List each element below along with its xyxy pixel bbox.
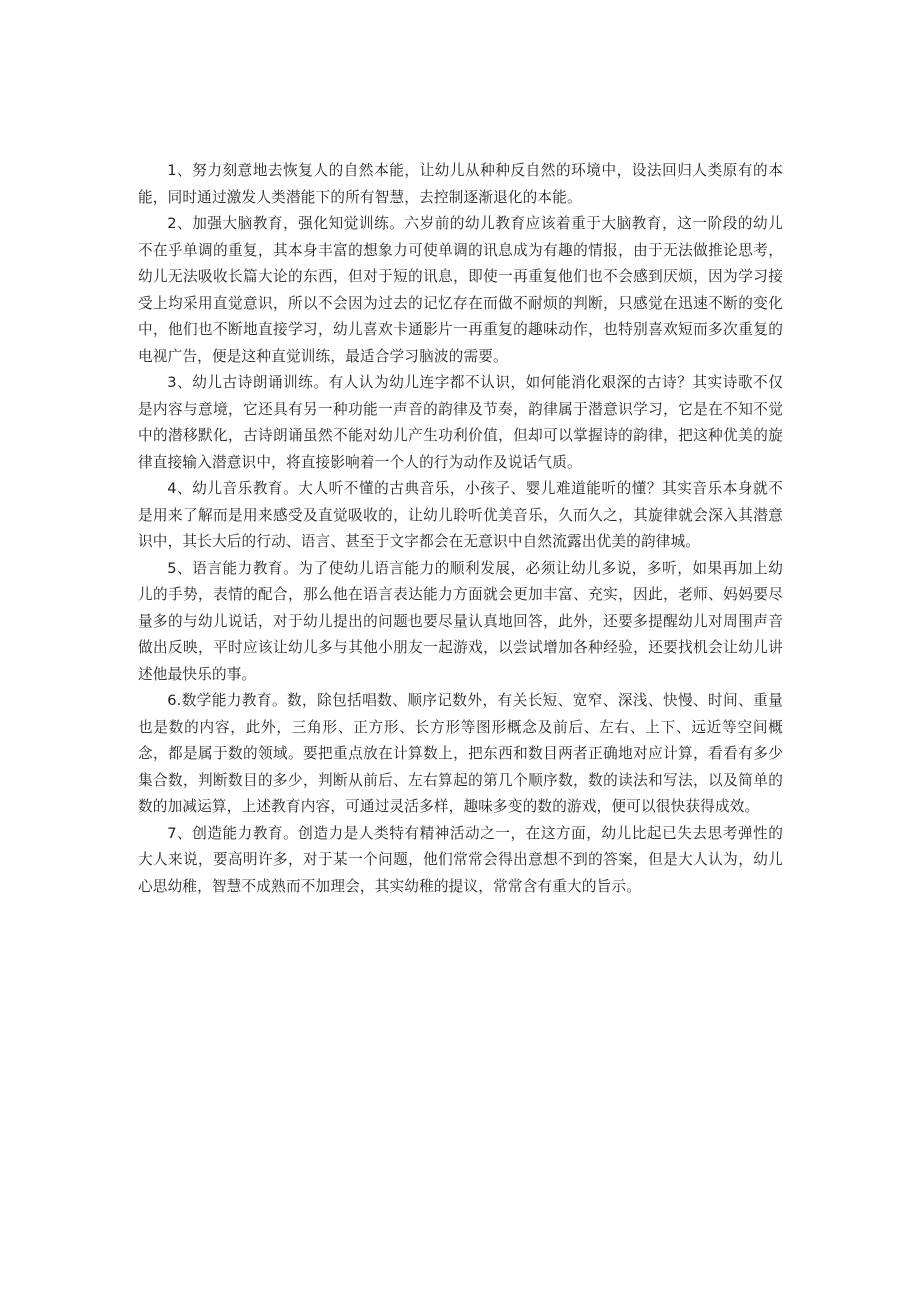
paragraph-6: 6.数学能力教育。数，除包括唱数、顺序记数外，有关长短、宽窄、深浅、快慢、时间、重量也是数的内容，此外，三角形、正方形、长方形等图形概念及前后、左右、上下、远近等空间概念，都是属于数的领域。要把重点放在计算数上，把东西和数目两者正确地对应计算，看看有多少集合数，判断数目的多少，判断从前后、左右算起的第几个顺序数，数的读法和写法，以及简单的数的加减运算，上述教育内容，可通过灵活多样，趣味多变的数的游戏，便可以很快获得成效。 bbox=[138, 692, 783, 815]
paragraph-7: 7、创造能力教育。创造力是人类特有精神活动之一，在这方面，幼儿比起已失去思考弹性的大人来说，要高明许多，对于某一个问题，他们常常会得出意想不到的答案，但是大人认为，幼儿心思幼稚，智慧不成熟而不加理会，其实幼稚的提议，常常含有重大的旨示。 bbox=[138, 824, 783, 895]
paragraph-4: 4、幼儿音乐教育。大人听不懂的古典音乐，小孩子、婴儿难道能听的懂？其实音乐本身就不是用来了解而是用来感受及直觉吸收的，让幼儿聆听优美音乐，久而久之，其旋律就会深入其潜意识中，其长大后的行动、语言、甚至于文字都会在无意识中自然流露出优美的韵律城。 bbox=[138, 480, 783, 550]
paragraph-3: 3、幼儿古诗朗诵训练。有人认为幼儿连字都不认识，如何能消化艰深的古诗？其实诗歌不仅是内容与意境，它还具有另一种功能一声音的韵律及节奏，韵律属于潜意识学习，它是在不知不觉中的潜移默化，古诗朗诵虽然不能对幼儿产生功利价值，但却可以掌握诗的韵律，把这种优美的旋律直接输入潜意识中，将直接影响着一个人的行为动作及说话气质。 bbox=[138, 374, 783, 471]
paragraph-5: 5、语言能力教育。为了使幼儿语言能力的顺利发展，必须让幼儿多说，多听，如果再加上幼儿的手势，表情的配合，那么他在语言表达能力方面就会更加丰富、充实，因此，老师、妈妈要尽量多的与幼儿说话，对于幼儿提出的问题也要尽量认真地回答，此外，还要多提醒幼儿对周围声音做出反映，平时应该让幼儿多与其他小朋友一起游戏，以尝试增加各种经验，还要找机会让幼儿讲述他最快乐的事。 bbox=[138, 559, 783, 683]
paragraph-2: 2、加强大脑教育，强化知觉训练。六岁前的幼儿教育应该着重于大脑教育，这一阶段的幼儿不在乎单调的重复，其本身丰富的想象力可使单调的讯息成为有趣的情报，由于无法做推论思考，幼儿无法吸收长篇大论的东西，但对于短的讯息，即使一再重复他们也不会感到厌烦，因为学习接受上均采用直觉意识，所以不会因为过去的记忆存在而做不耐烦的判断，只感觉在迅速不断的变化中，他们也不断地直接学习，幼儿喜欢卡通影片一再重复的趣味动作，也特别喜欢短而多次重复的电视广告，便是这种直觉训练，最适合学习脑波的需要。 bbox=[138, 215, 783, 365]
paragraph-1: 1、努力刻意地去恢复人的自然本能，让幼儿从种种反自然的环境中，设法回归人类原有的本能，同时通过激发人类潜能下的所有智慧，去控制逐渐退化的本能。 bbox=[138, 162, 783, 206]
document-body bbox=[138, 158, 783, 900]
